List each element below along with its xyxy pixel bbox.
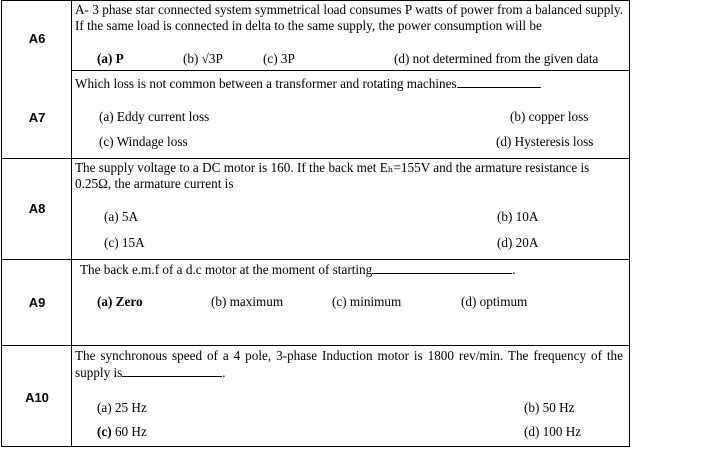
option-c: (c) 3P — [263, 51, 295, 66]
option-b: (b) maximum — [211, 294, 284, 309]
question-text: The back e.m.f of a d.c motor at the moment of starting . — [80, 262, 516, 277]
question-text-value: Which loss is not common between a transformer and rotating machines — [75, 76, 457, 91]
option-a: (a) 5A — [104, 209, 139, 224]
question-body — [75, 260, 623, 345]
option-a: (a) 25 Hz — [97, 400, 147, 415]
question-body — [75, 159, 623, 259]
question-text-value: The synchronous speed of a 4 pole, 3-phase Induction motor is 1800 rev/min. The frequency of the supply is — [75, 348, 623, 380]
question-id: A6 — [28, 31, 46, 46]
option-c: (c) 15A — [104, 235, 145, 250]
answer-blank — [122, 364, 222, 377]
question-id: A7 — [28, 110, 46, 125]
question-text: A- 3 phase star connected system symmetrical load consumes P watts of power from a balanced supply. If the same load is connected in delta to the same supply, the power consumption will be — [75, 2, 623, 33]
question-body — [75, 70, 623, 158]
option-c — [97, 424, 147, 440]
question-row-a9 — [1, 259, 630, 345]
question-row-a8 — [1, 158, 630, 259]
question-id: A10 — [25, 390, 49, 405]
option-b: (b) copper loss — [510, 109, 589, 124]
option-c: (c) minimum — [332, 294, 402, 309]
option-a-label: (a) Zero — [97, 294, 143, 309]
option-d: (d) not determined from the given data — [394, 51, 599, 66]
option-b: (b) √3P — [183, 51, 223, 66]
option-c-letter: (c) — [97, 424, 112, 439]
option-a: (a) P — [97, 51, 124, 66]
question-text — [75, 75, 623, 92]
option-a: (a) Eddy current loss — [99, 109, 210, 124]
option-d: (d) 100 Hz — [524, 424, 582, 439]
option-a — [97, 294, 143, 310]
question-row-a10 — [1, 345, 630, 447]
question-body — [75, 346, 623, 446]
answer-blank — [457, 75, 541, 88]
question-row-a7 — [1, 70, 630, 158]
option-c-text: 60 Hz — [114, 424, 147, 439]
question-text: The synchronous speed of a 4 pole, 3-phase Induction motor is 1800 rev/min. The frequency of the supply is . — [75, 348, 623, 380]
option-b: (b) 10A — [497, 209, 539, 224]
option-b: (b) 50 Hz — [524, 400, 575, 415]
option-d: (d) optimum — [461, 294, 528, 309]
question-id: A9 — [28, 295, 46, 310]
option-c: (c) Windage loss — [99, 134, 188, 149]
question-text: The supply voltage to a DC motor is 160. If the back met Eₕ=155V and the armature resistance is 0.25Ω, the armature current is — [75, 160, 590, 191]
question-id: A8 — [28, 201, 46, 216]
option-d: (d) Hysteresis loss — [496, 134, 594, 149]
answer-blank — [372, 261, 512, 274]
question-text-value: The back e.m.f of a d.c motor at the moment of starting — [80, 262, 373, 277]
option-d: (d) 20A — [497, 235, 539, 250]
